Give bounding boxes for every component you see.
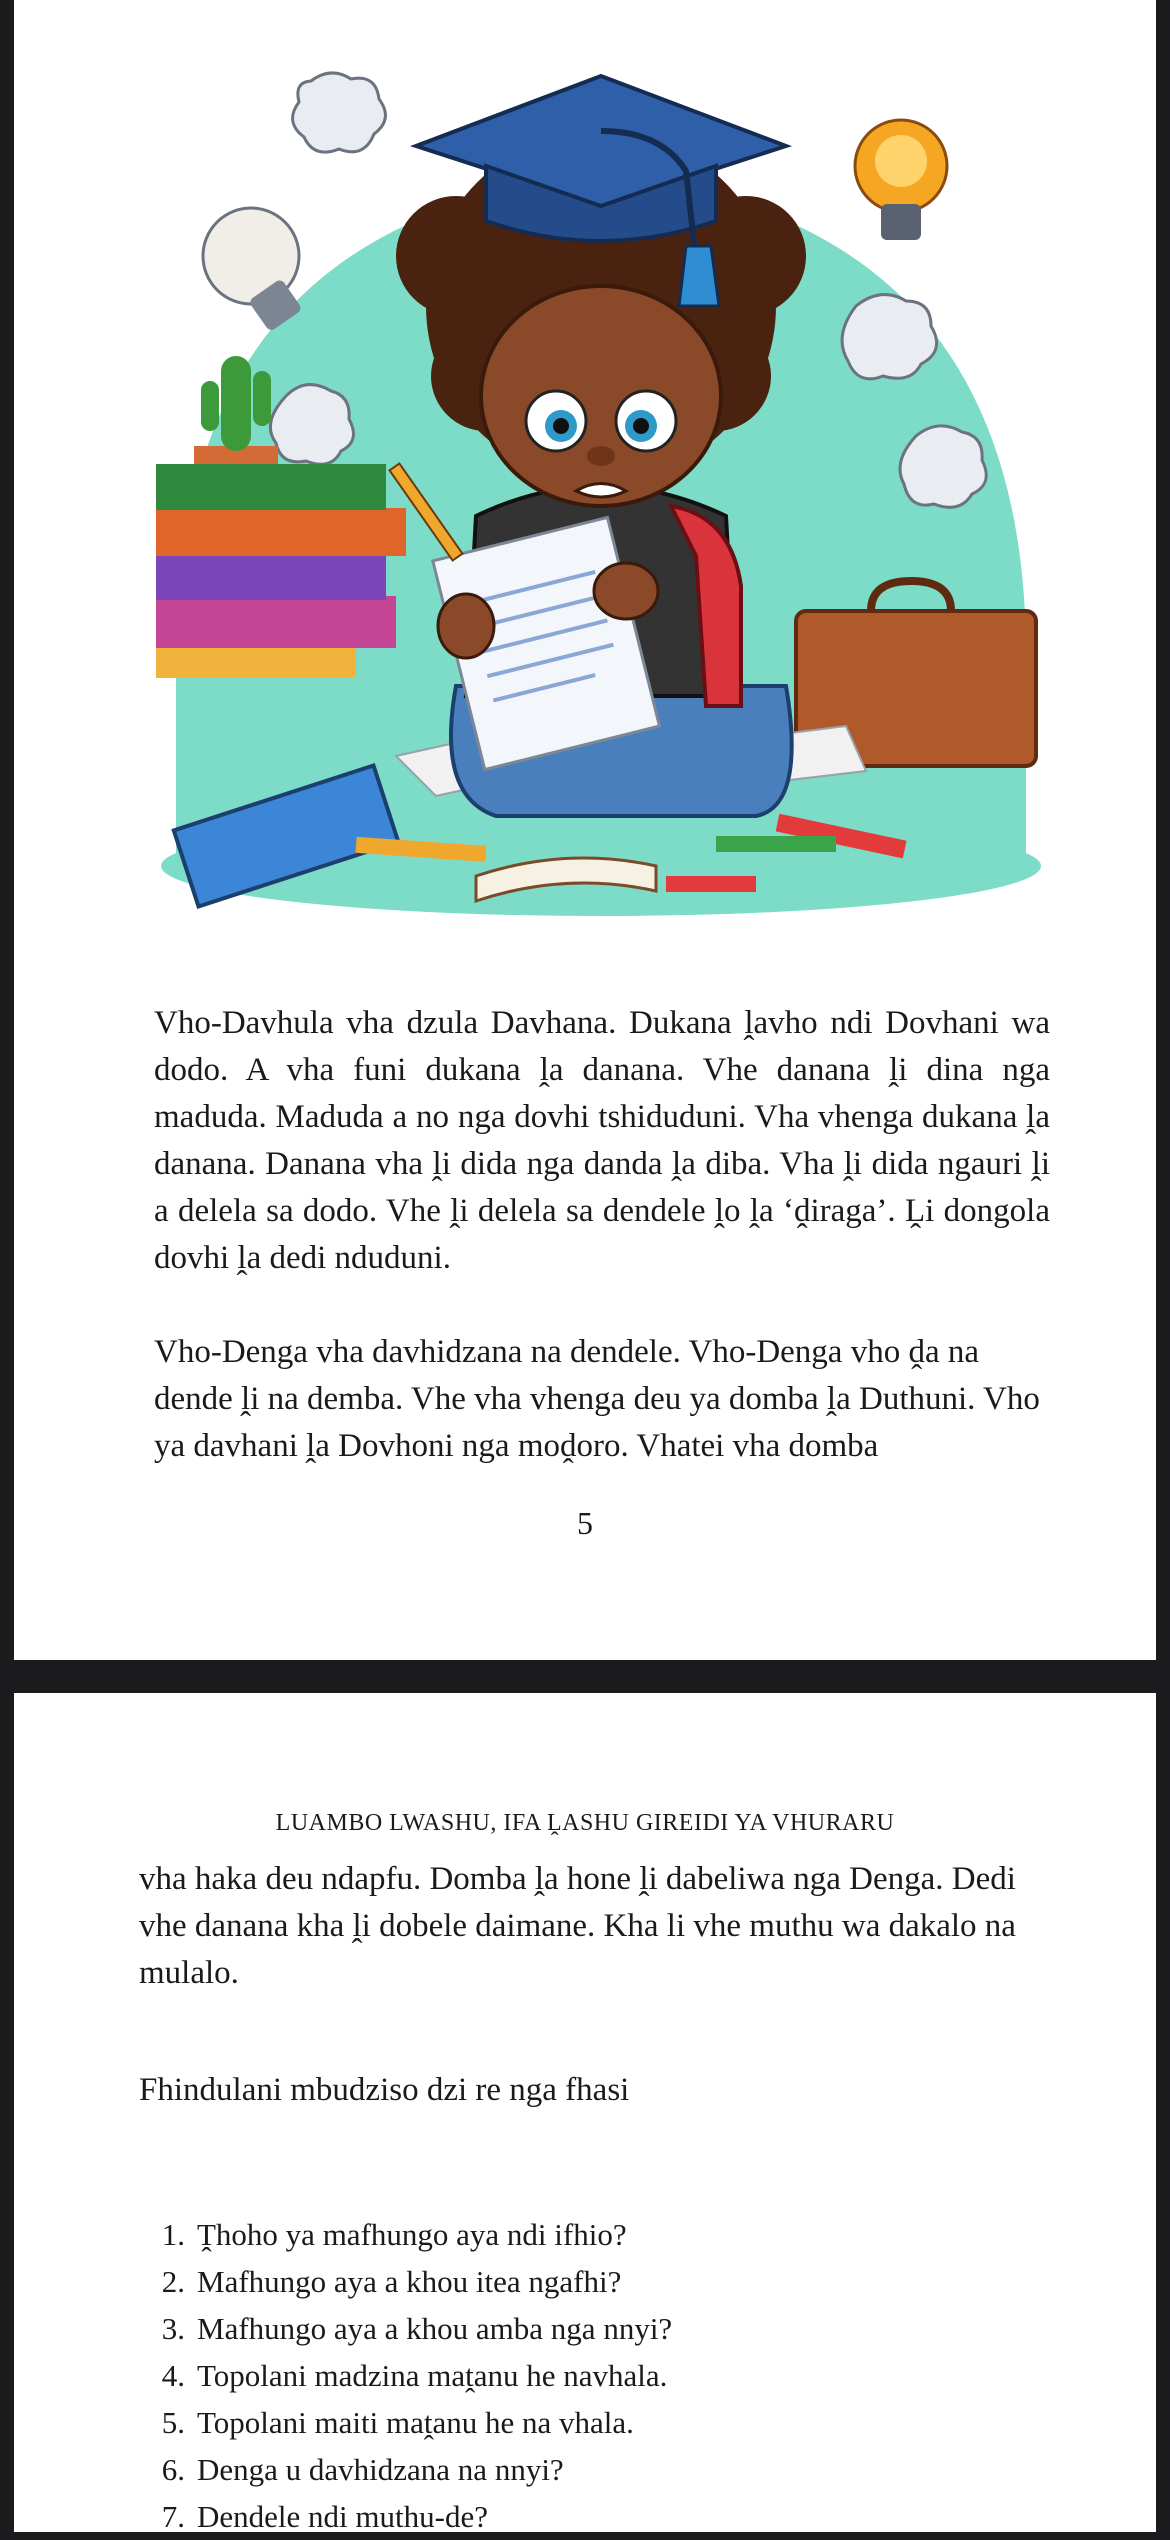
question-text: Mafhungo aya a khou itea ngafhi? [197, 2264, 622, 2299]
question-text: Topolani maiti maṱanu he na vhala. [197, 2405, 634, 2440]
story-paragraph-2: Vho-Denga vha davhidzana na dendele. Vho-Denga vho ḓa na dende ḽi na demba. Vhe vha vhenga deu ya domba ḽa Duthuni. Vho ya davhani ḽa Dovhoni nga moḓoro. Vhatei vha domba [154, 1334, 1040, 1464]
question-instructions: Fhindulani mbudziso dzi re nga fhasi [139, 2072, 630, 2108]
question-number: 4. [161, 2358, 185, 2393]
question-number: 1. [161, 2217, 185, 2252]
question-item [139, 2399, 672, 2446]
story-paragraph-3: vha haka deu ndapfu. Domba ḽa hone ḽi dabeliwa nga Denga. Dedi vhe danana kha ḽi dobele daimane. Kha li vhe muthu wa dakalo na mulalo. [139, 1861, 1016, 1991]
question-number: 7. [161, 2499, 185, 2534]
question-item [139, 2446, 672, 2493]
question-text: Denga u davhidzana na nnyi? [197, 2452, 564, 2487]
question-text: Ṱhoho ya mafhungo aya ndi ifhio? [197, 2217, 627, 2252]
question-text: Dendele ndi muthu-de? [197, 2499, 488, 2534]
book-stack [156, 464, 406, 678]
story-text [154, 1000, 1050, 1470]
question-list [139, 2211, 672, 2540]
running-head: LUAMBO LWASHU, IFA ḼASHU GIREIDI YA VHURARU [275, 1810, 895, 1836]
question-text: Topolani madzina maṱanu he navhala. [197, 2358, 668, 2393]
question-item [139, 2258, 672, 2305]
question-number: 5. [161, 2405, 185, 2440]
story-continuation [139, 1856, 1037, 1997]
story-paragraph-1: Vho-Davhula vha dzula Davhana. Dukana ḽavho ndi Dovhani wa dodo. A vha funi dukana ḽa danana. Vhe danana ḽi dina nga maduda. Maduda a no nga dovhi tshiduduni. Vha vhenga dukana ḽa danana. Danana vha ḽi dida nga danda ḽa diba. Vha ḽi dida ngauri ḽi a delela sa dodo. Vhe ḽi delela sa dendele ḽo ḽa ‘ḓiraga’. Ḽi dongola dovhi ḽa dedi nduduni. [154, 1005, 1050, 1276]
question-item [139, 2211, 672, 2258]
question-item [139, 2493, 672, 2540]
question-text: Mafhungo aya a khou amba nga nnyi? [197, 2311, 673, 2346]
question-number: 2. [161, 2264, 185, 2299]
page-number: 5 [577, 1505, 593, 1541]
book-page-5 [14, 0, 1156, 1660]
question-number: 3. [161, 2311, 185, 2346]
boy-reading-illustration [156, 36, 1046, 926]
question-number: 6. [161, 2452, 185, 2487]
question-item [139, 2305, 672, 2352]
question-item [139, 2352, 672, 2399]
book-page-6 [14, 1693, 1156, 2532]
